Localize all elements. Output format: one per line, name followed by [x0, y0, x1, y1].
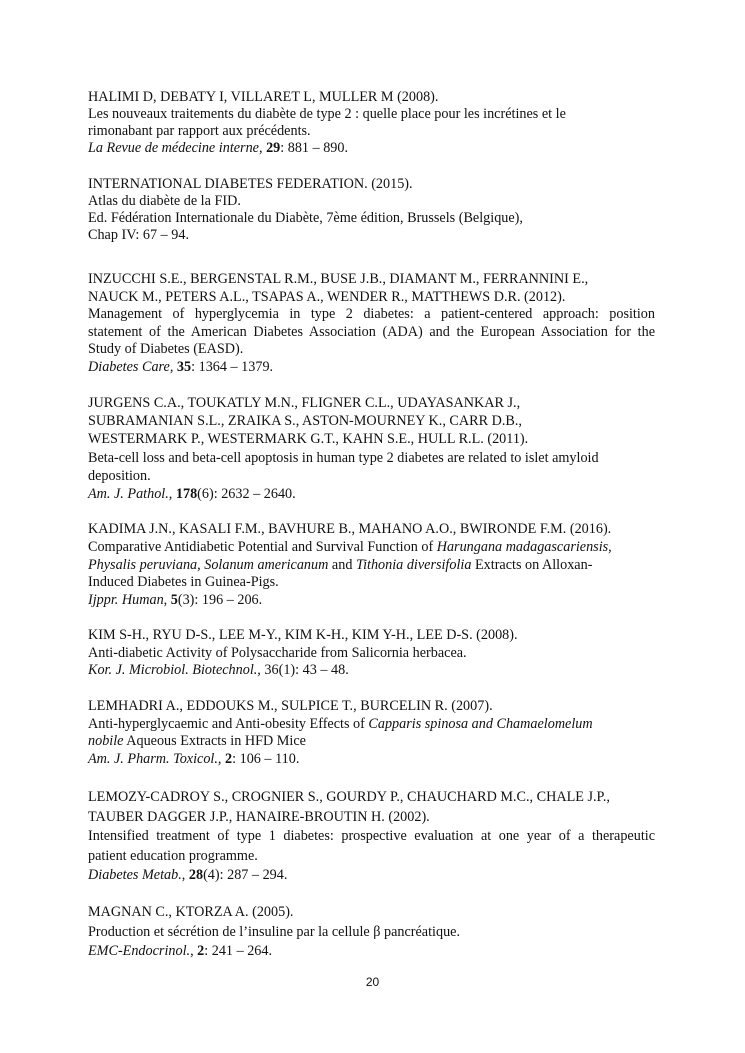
reference-entry — [88, 627, 655, 680]
text: , — [181, 867, 189, 883]
text: , — [163, 592, 171, 609]
text: and — [328, 556, 356, 573]
reference-line — [88, 467, 655, 485]
reference-line — [88, 847, 655, 867]
italic-text: Ijppr. Human — [88, 592, 164, 609]
bold-text: 28 — [188, 867, 204, 883]
text: , — [258, 140, 267, 156]
text: INZUCCHI S.E., BERGENSTAL R.M., BUSE J.B., DIAMANT M., FERRANNINI E., — [88, 271, 589, 287]
bold-text: 178 — [175, 485, 198, 502]
text: NAUCK M., PETERS A.L., TSAPAS A., WENDER R., MATTHEWS D.R. (2012). — [88, 288, 566, 305]
reference-entry — [88, 521, 655, 610]
reference-line — [88, 521, 655, 539]
text: deposition. — [88, 467, 151, 484]
text: KADIMA J.N., KASALI F.M., BAVHURE B., MAHANO A.O., BWIRONDE F.M. (2016). — [88, 521, 612, 537]
reference-line — [88, 751, 655, 769]
reference-line — [88, 430, 655, 448]
italic-text: Diabetes Care, — [88, 358, 174, 375]
reference-line — [88, 89, 655, 106]
italic-text: Physalis peruviana, Solanum americanum — [88, 556, 329, 573]
text: : 1364 – 1379. — [191, 358, 274, 375]
text: 36(1): 43 – 48. — [260, 662, 349, 678]
reference-line — [88, 412, 655, 430]
reference-line — [88, 485, 655, 503]
reference-line — [88, 193, 655, 210]
reference-line — [88, 123, 655, 140]
reference-line — [88, 539, 655, 557]
reference-line — [88, 662, 655, 680]
reference-line — [88, 574, 655, 592]
reference-entry — [88, 176, 655, 244]
text: WESTERMARK P., WESTERMARK G.T., KAHN S.E., HULL R.L. (2011). — [88, 431, 529, 448]
text: Anti-hyperglycaemic and Anti-obesity Effects of — [88, 715, 369, 732]
reference-line — [88, 808, 655, 828]
reference-line — [88, 733, 655, 751]
text: Induced Diabetes in Guinea-Pigs. — [88, 574, 279, 591]
italic-text: EMC-Endocrinol. — [88, 943, 191, 959]
text: : 106 – 110. — [232, 750, 300, 767]
reference-line — [88, 449, 655, 467]
reference-entry — [88, 271, 655, 376]
reference-line — [88, 557, 655, 575]
text: Les nouveaux traitements du diabète de type 2 : quelle place pour les incrétines et le — [88, 106, 566, 122]
italic-text: Am. J. Pharm. Toxicol., — [88, 750, 222, 767]
reference-line — [88, 627, 655, 645]
text: Anti-diabetic Activity of Polysaccharide from Salicornia herbacea. — [88, 644, 467, 661]
text: (4): 287 – 294. — [203, 867, 288, 883]
text: LEMHADRI A., EDDOUKS M., SULPICE T., BURCELIN R. (2007). — [88, 698, 493, 714]
reference-entry — [88, 89, 655, 157]
reference-line — [88, 140, 655, 157]
reference-line — [88, 942, 655, 962]
reference-entry — [88, 394, 655, 503]
text: : 881 – 890. — [280, 140, 349, 156]
reference-line — [88, 394, 655, 412]
text: TAUBER DAGGER J.P., HANAIRE-BROUTIN H. (2002). — [88, 808, 430, 825]
bold-text: 29 — [266, 140, 281, 156]
reference-line — [88, 289, 655, 307]
reference-line — [88, 592, 655, 610]
text: MAGNAN C., KTORZA A. (2005). — [88, 904, 294, 920]
reference-line — [88, 788, 655, 808]
reference-line — [88, 341, 655, 359]
text: Atlas du diabète de la FID. — [88, 193, 241, 209]
text: Extracts on Alloxan- — [471, 556, 593, 573]
text: , — [190, 943, 198, 959]
reference-entry — [88, 788, 655, 886]
reference-line — [88, 324, 655, 342]
text: Production et sécrétion de l’insuline par la cellule β pancréatique. — [88, 923, 461, 940]
text: Management of hyperglycemia in type 2 diabetes: a patient-centered approach: position — [88, 306, 655, 322]
bold-text: 35 — [176, 358, 192, 375]
italic-text: Kor. J. Microbiol. Biotechnol., — [88, 662, 261, 678]
italic-text: Capparis spinosa and Chamaelomelum — [368, 715, 593, 732]
bold-text: 5 — [170, 592, 178, 609]
text: LEMOZY-CADROY S., CROGNIER S., GOURDY P., CHAUCHARD M.C., CHALE J.P., — [88, 789, 610, 805]
text: Beta-cell loss and beta-cell apoptosis in human type 2 diabetes are related to islet amyloid — [88, 449, 599, 466]
italic-text: La Revue de médecine interne — [88, 140, 259, 156]
text: SUBRAMANIAN S.L., ZRAIKA S., ASTON-MOURNEY K., CARR D.B., — [88, 413, 522, 430]
reference-line — [88, 923, 655, 943]
reference-line — [88, 903, 655, 923]
bold-text: 2 — [225, 750, 233, 767]
text: Study of Diabetes (EASD). — [88, 341, 244, 357]
reference-line — [88, 827, 655, 847]
reference-line — [88, 716, 655, 734]
reference-line — [88, 698, 655, 716]
reference-entry — [88, 903, 655, 962]
reference-line — [88, 227, 655, 244]
italic-text: Tithonia diversifolia — [355, 556, 472, 573]
text: statement of the American Diabetes Association (ADA) and the European Association for the — [88, 323, 655, 340]
page-number: 20 — [365, 975, 380, 989]
reference-line — [88, 306, 655, 324]
reference-line — [88, 106, 655, 123]
text: Chap IV: 67 – 94. — [88, 227, 190, 243]
text: KIM S-H., RYU D-S., LEE M-Y., KIM K-H., KIM Y-H., LEE D-S. (2008). — [88, 627, 518, 643]
reference-entry — [88, 698, 655, 768]
reference-line — [88, 645, 655, 663]
text: Intensified treatment of type 1 diabetes: prospective evaluation at one year of a therapeutic — [88, 828, 655, 844]
text: INTERNATIONAL DIABETES FEDERATION. (2015). — [88, 176, 413, 192]
italic-text: Harungana madagascariensis, — [436, 538, 612, 555]
text: Aqueous Extracts in HFD Mice — [123, 733, 306, 749]
reference-line — [88, 866, 655, 886]
italic-text: nobile — [88, 733, 124, 749]
text: rimonabant par rapport aux précédents. — [88, 123, 311, 139]
text: HALIMI D, DEBATY I, VILLARET L, MULLER M (2008). — [88, 89, 439, 105]
text: : 241 – 264. — [204, 943, 273, 959]
text: Ed. Fédération Internationale du Diabète, 7ème édition, Brussels (Belgique), — [88, 210, 523, 226]
reference-line — [88, 271, 655, 289]
bold-text: 2 — [197, 943, 205, 959]
reference-line — [88, 210, 655, 227]
text: (6): 2632 – 2640. — [197, 485, 296, 502]
text: Comparative Antidiabetic Potential and Survival Function of — [88, 538, 437, 555]
reference-line — [88, 359, 655, 377]
text: (3): 196 – 206. — [177, 592, 263, 609]
text: patient education programme. — [88, 847, 258, 864]
italic-text: Diabetes Metab. — [88, 867, 182, 883]
text: JURGENS C.A., TOUKATLY M.N., FLIGNER C.L., UDAYASANKAR J., — [88, 395, 521, 411]
reference-line — [88, 176, 655, 193]
italic-text: Am. J. Pathol., — [88, 485, 173, 502]
